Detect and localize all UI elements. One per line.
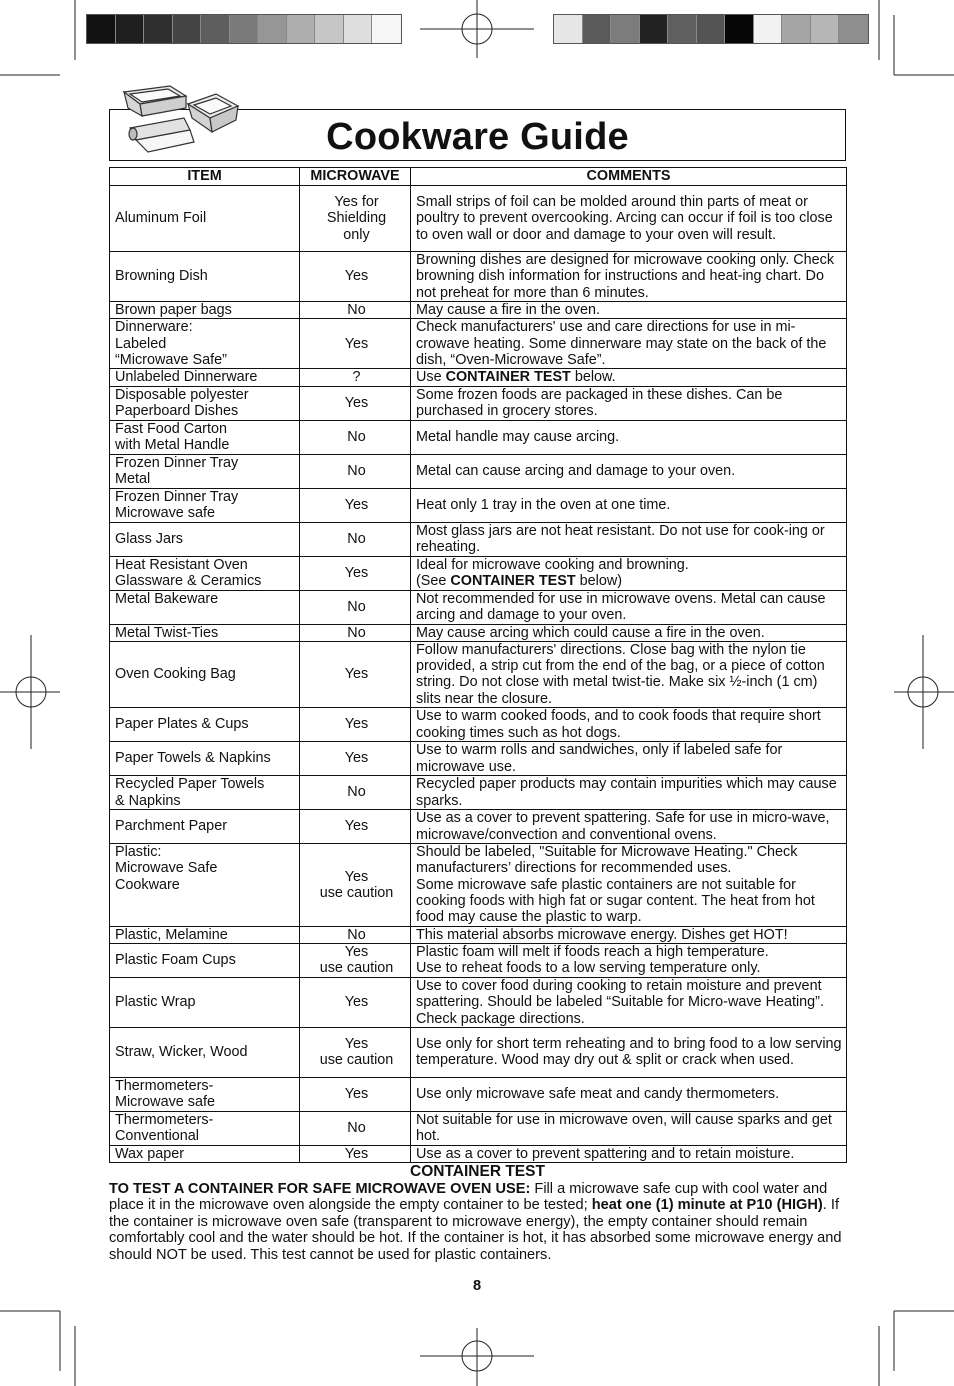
item-cell: Aluminum Foil — [110, 186, 300, 252]
item-cell: Plastic Foam Cups — [110, 943, 300, 977]
table-row — [110, 641, 847, 707]
cookware-table — [109, 167, 847, 1163]
comment-cell — [411, 369, 847, 386]
item-cell: Paper Plates & Cups — [110, 708, 300, 742]
comment-text: Ideal for microwave cooking and browning. — [416, 556, 689, 573]
comment-cell: Some frozen foods are packaged in these dishes. Can be purchased in grocery stores. — [411, 386, 847, 420]
table-row — [110, 252, 847, 302]
microwave-cell: Yes — [300, 641, 411, 707]
item-cell: Glass Jars — [110, 522, 300, 556]
table-row — [110, 742, 847, 776]
item-cell: Brown paper bags — [110, 302, 300, 319]
color-swatch — [116, 15, 145, 43]
table-row — [110, 844, 847, 926]
table-row — [110, 977, 847, 1027]
item-cell: Plastic, Melamine — [110, 926, 300, 943]
item-cell: Frozen Dinner Tray Microwave safe — [110, 488, 300, 522]
table-row — [110, 590, 847, 624]
comment-text: (See — [416, 573, 451, 590]
microwave-cell: Yes — [300, 252, 411, 302]
microwave-cell: Yes use caution — [300, 1027, 411, 1077]
color-swatch — [782, 15, 811, 43]
container-test-text: Fill a microwave safe cup with cool water and place it in the microwave oven alongside the empty container to be tested; — [109, 1181, 828, 1214]
microwave-cell: Yes — [300, 977, 411, 1027]
table-row — [110, 1145, 847, 1162]
microwave-cell: Yes — [300, 708, 411, 742]
container-test-emphasis: heat one (1) minute at P10 (HIGH) — [591, 1197, 823, 1214]
microwave-cell: Yes — [300, 556, 411, 590]
item-cell: Frozen Dinner Tray Metal — [110, 454, 300, 488]
color-swatch — [287, 15, 316, 43]
table-header-row — [110, 168, 847, 186]
microwave-cell: No — [300, 1111, 411, 1145]
comment-cell: Use as a cover to prevent spattering and to retain moisture. — [411, 1145, 847, 1162]
item-cell: Oven Cooking Bag — [110, 641, 300, 707]
table-row — [110, 1077, 847, 1111]
container-test-reference: CONTAINER TEST — [445, 369, 571, 386]
comment-cell: Metal can cause arcing and damage to your oven. — [411, 454, 847, 488]
color-swatch — [230, 15, 259, 43]
container-test-instructions — [109, 1181, 849, 1263]
comment-cell — [411, 556, 847, 590]
item-cell: Thermometers- Conventional — [110, 1111, 300, 1145]
color-swatch — [640, 15, 669, 43]
color-swatch — [811, 15, 840, 43]
microwave-cell: Yes — [300, 1145, 411, 1162]
microwave-cell: No — [300, 590, 411, 624]
table-row — [110, 386, 847, 420]
item-cell: Wax paper — [110, 1145, 300, 1162]
table-row — [110, 776, 847, 810]
comment-text: below) — [575, 573, 623, 590]
microwave-cell: Yes — [300, 810, 411, 844]
item-cell: Parchment Paper — [110, 810, 300, 844]
color-swatch — [258, 15, 287, 43]
container-test-text: . If the container is microwave oven safe (transparent to microwave energy), the empty container should remain comfortably cool and the water should be hot. If the container is hot, it has absorbed some microwave energy and should NOT be used. This test cannot be used for plastic containers. — [109, 1197, 842, 1263]
color-swatch — [315, 15, 344, 43]
comment-cell: Use only microwave safe meat and candy thermometers. — [411, 1077, 847, 1111]
microwave-cell: No — [300, 420, 411, 454]
comment-cell: Browning dishes are designed for microwave cooking only. Check browning dish information for instructions and heat-ing chart. Do not preheat for more than 6 minutes. — [411, 252, 847, 302]
comment-cell: Use only for short term reheating and to bring food to a low serving temperature. Wood may dry out & split or crack when used. — [411, 1027, 847, 1077]
comment-cell: Use as a cover to prevent spattering. Safe for use in micro-wave, microwave/convection and conventional ovens. — [411, 810, 847, 844]
microwave-cell: Yes — [300, 319, 411, 369]
item-cell: Disposable polyester Paperboard Dishes — [110, 386, 300, 420]
item-cell: Thermometers- Microwave safe — [110, 1077, 300, 1111]
item-cell: Heat Resistant Oven Glassware & Ceramics — [110, 556, 300, 590]
microwave-cell: No — [300, 454, 411, 488]
table-row — [110, 1027, 847, 1077]
table-row — [110, 708, 847, 742]
microwave-cell: No — [300, 522, 411, 556]
comment-cell: Should be labeled, "Suitable for Microwave Heating." Check manufacturers’ directions for recommended uses. Some microwave safe plastic containers are not suitable for cooking foods with high fat or sugar content. The heat from hot food may cause the plastic to warp. — [411, 844, 847, 926]
comment-cell: Use to cover food during cooking to retain moisture and prevent spattering. Should be labeled “Suitable for Micro-wave Heating”. Check package directions. — [411, 977, 847, 1027]
table-row — [110, 943, 847, 977]
color-swatch — [344, 15, 373, 43]
color-swatch — [201, 15, 230, 43]
table-row — [110, 556, 847, 590]
table-row — [110, 624, 847, 641]
microwave-cell: Yes use caution — [300, 943, 411, 977]
table-row — [110, 926, 847, 943]
comment-cell: Use to warm cooked foods, and to cook foods that require short cooking times such as hot dogs. — [411, 708, 847, 742]
color-swatch — [554, 15, 583, 43]
color-bar-right — [553, 14, 869, 44]
table-row — [110, 302, 847, 319]
microwave-cell: Yes — [300, 1077, 411, 1111]
page-number: 8 — [472, 1278, 482, 1294]
item-cell: Metal Twist-Ties — [110, 624, 300, 641]
microwave-cell: No — [300, 624, 411, 641]
comment-cell: Recycled paper products may contain impurities which may cause sparks. — [411, 776, 847, 810]
table-row — [110, 454, 847, 488]
page-title: Cookware Guide — [326, 116, 629, 158]
container-test-reference: CONTAINER TEST — [450, 573, 576, 590]
color-swatch — [87, 15, 116, 43]
color-swatch — [372, 15, 401, 43]
microwave-cell: ? — [300, 369, 411, 386]
microwave-cell: No — [300, 776, 411, 810]
comment-text: Use — [416, 369, 446, 386]
comment-cell: Check manufacturers' use and care directions for use in mi-crowave heating. Some dinnerware may state on the back of the dish, “Oven-Microwave Safe”. — [411, 319, 847, 369]
microwave-cell: Yes — [300, 742, 411, 776]
comment-cell: Most glass jars are not heat resistant. Do not use for cook-ing or reheating. — [411, 522, 847, 556]
column-header-item: ITEM — [110, 168, 300, 186]
item-cell: Recycled Paper Towels & Napkins — [110, 776, 300, 810]
item-cell: Paper Towels & Napkins — [110, 742, 300, 776]
color-swatch — [583, 15, 612, 43]
color-swatch — [754, 15, 783, 43]
table-row — [110, 319, 847, 369]
item-cell: Plastic Wrap — [110, 977, 300, 1027]
item-cell: Plastic: Microwave Safe Cookware — [110, 844, 300, 926]
comment-cell: Metal handle may cause arcing. — [411, 420, 847, 454]
item-cell: Unlabeled Dinnerware — [110, 369, 300, 386]
item-cell: Dinnerware: Labeled “Microwave Safe” — [110, 319, 300, 369]
color-swatch — [697, 15, 726, 43]
table-row — [110, 810, 847, 844]
comment-cell: Plastic foam will melt if foods reach a high temperature. Use to reheat foods to a low serving temperature only. — [411, 943, 847, 977]
comment-cell: May cause arcing which could cause a fire in the oven. — [411, 624, 847, 641]
color-swatch — [839, 15, 868, 43]
microwave-cell: No — [300, 926, 411, 943]
microwave-cell: Yes — [300, 488, 411, 522]
item-cell: Browning Dish — [110, 252, 300, 302]
column-header-microwave: MICROWAVE — [300, 168, 411, 186]
comment-text: below. — [570, 369, 616, 386]
color-swatch — [611, 15, 640, 43]
microwave-cell: Yes — [300, 386, 411, 420]
comment-cell: Heat only 1 tray in the oven at one time. — [411, 488, 847, 522]
table-row — [110, 522, 847, 556]
comment-cell: This material absorbs microwave energy. Dishes get HOT! — [411, 926, 847, 943]
comment-cell: Not suitable for use in microwave oven, will cause sparks and get hot. — [411, 1111, 847, 1145]
microwave-cell: Yes for Shielding only — [300, 186, 411, 252]
container-test-title: CONTAINER TEST — [410, 1163, 545, 1180]
microwave-cell: Yes use caution — [300, 844, 411, 926]
color-swatch — [725, 15, 754, 43]
comment-cell: Follow manufacturers' directions. Close bag with the nylon tie provided, a strip cut from the end of the bag, or a piece of cotton string. Do not close with metal twist-tie. Make six ½-inch (1 cm) slits near the closure. — [411, 641, 847, 707]
comment-cell: May cause a fire in the oven. — [411, 302, 847, 319]
table-row — [110, 369, 847, 386]
item-cell: Straw, Wicker, Wood — [110, 1027, 300, 1077]
color-swatch — [173, 15, 202, 43]
table-row — [110, 420, 847, 454]
comment-cell: Use to warm rolls and sandwiches, only if labeled safe for microwave use. — [411, 742, 847, 776]
table-row — [110, 1111, 847, 1145]
container-test-lead: TO TEST A CONTAINER FOR SAFE MICROWAVE OVEN USE: — [109, 1181, 531, 1197]
column-header-comments: COMMENTS — [411, 168, 847, 186]
item-cell: Fast Food Carton with Metal Handle — [110, 420, 300, 454]
color-bar-left — [86, 14, 402, 44]
color-swatch — [668, 15, 697, 43]
comment-cell: Small strips of foil can be molded around thin parts of meat or poultry to prevent overcooking. Arcing can occur if foil is too close to oven wall or door and damage to your oven will result. — [411, 186, 847, 252]
item-cell: Metal Bakeware — [110, 590, 300, 624]
cookware-illustration-icon — [118, 82, 242, 154]
comment-cell: Not recommended for use in microwave ovens. Metal can cause arcing and damage to your oven. — [411, 590, 847, 624]
table-row — [110, 488, 847, 522]
microwave-cell: No — [300, 302, 411, 319]
table-row — [110, 186, 847, 252]
color-swatch — [144, 15, 173, 43]
